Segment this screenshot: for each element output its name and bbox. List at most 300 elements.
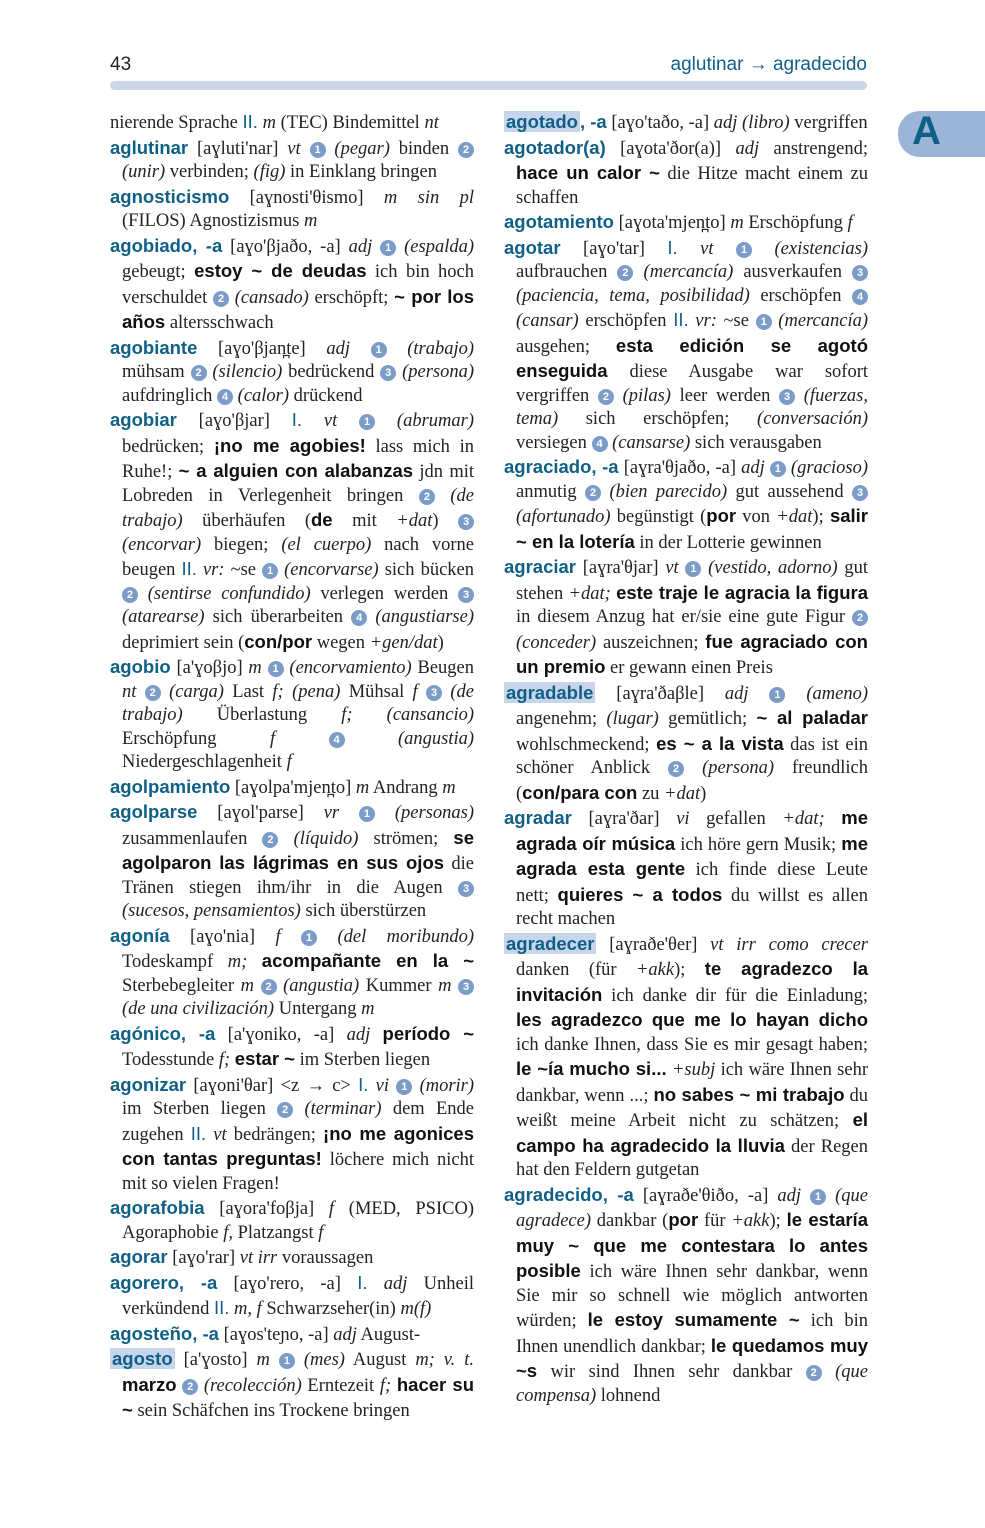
headword: agobiado, -a (110, 234, 223, 256)
entry-text: du weißt meine Arbeit nicht zu schätzen; (516, 1085, 868, 1131)
gloss: (líquido) (293, 828, 359, 849)
example-phrase: por (668, 1209, 699, 1230)
dictionary-entry (110, 1322, 474, 1348)
headword: agradar (504, 807, 572, 828)
entry-text (367, 1274, 383, 1294)
sense-number-badge: 2 (213, 291, 229, 307)
entry-text: [aɣoni'θar] <z → c> (186, 1075, 359, 1096)
gloss: (paciencia, tema, posibilidad) (516, 285, 750, 306)
entry-text: gut stehen (516, 558, 868, 604)
gloss: (de una civilización) (122, 999, 275, 1019)
gloss: (cansarse) (612, 432, 691, 453)
entry-text: löchere mich nicht mit so vielen Fragen! (122, 1150, 475, 1194)
entry-text: [aɣnosti'θismo] (229, 187, 384, 208)
entry-text: Überlastung (182, 705, 342, 725)
gloss: vt (323, 411, 338, 431)
entry-text (275, 729, 328, 749)
entry-text: ); (674, 960, 705, 980)
entry-text: [aɣluti'nar] (188, 138, 288, 159)
grammar-section-numeral: I. (357, 1271, 368, 1293)
example-phrase: período ~ (382, 1022, 474, 1044)
gloss: m; (227, 952, 248, 972)
entry-text: wohlschmeckend; (516, 734, 657, 755)
entry-text (785, 684, 806, 704)
example-phrase: salir ~ en la lotería (516, 505, 868, 552)
headword: agónico, -a (110, 1022, 216, 1044)
running-head: aglutinar → agradecido (670, 54, 867, 75)
gloss: m (361, 999, 375, 1019)
gloss: (conceder) (516, 632, 597, 653)
gloss: (encorvamiento) (289, 658, 412, 678)
sense-number-badge: 2 (261, 979, 277, 995)
entry-text: [aɣra'θjaðo, -a] (618, 458, 742, 478)
sense-number-badge: 4 (592, 436, 608, 452)
dictionary-entry (110, 185, 474, 234)
entry-text (614, 386, 623, 406)
dictionary-entry (504, 555, 868, 681)
entry-text: ich danke dir für die Einladung; (602, 985, 868, 1006)
sense-number-badge: 3 (779, 389, 795, 405)
gloss: nt (122, 681, 137, 702)
gloss: nt (424, 113, 439, 133)
entry-text: [aɣos'teɲo, -a] (218, 1324, 334, 1345)
headword: agorero, -a (110, 1271, 218, 1293)
entry-text: ich wäre Ihnen sehr dankbar, wenn ...; (516, 1060, 868, 1106)
entry-text: August (344, 1350, 416, 1370)
gloss: vt (700, 238, 714, 259)
entry-text: August- (356, 1324, 421, 1345)
dictionary-entry (110, 1347, 474, 1424)
entry-text: biegen; (201, 534, 282, 555)
example-phrase: esta edición se agotó enseguida (516, 334, 868, 381)
entry-text: im Sterben liegen (294, 1050, 431, 1070)
sense-number-badge: 1 (736, 242, 752, 258)
grammar-section-numeral: I. (291, 409, 303, 430)
entry-text (387, 339, 408, 359)
entry-text: jdn mit Lobreden in Verlegenheit bringen (122, 462, 474, 506)
example-phrase: le estoy sumamente ~ (587, 1309, 800, 1330)
entry-text: Kummer (359, 975, 439, 996)
entry-text: lohnend (596, 1385, 661, 1406)
grammar-section-numeral: II. (190, 1122, 207, 1144)
example-phrase: de (310, 509, 333, 530)
headword: agnosticismo (110, 185, 230, 207)
sense-number-badge: 3 (852, 265, 868, 281)
dictionary-entry (110, 110, 474, 136)
dictionary-entry (504, 455, 868, 555)
entry-text: [aɣota'mjen̪to] (613, 213, 731, 233)
entry-text: Unheil verkündend (122, 1273, 474, 1319)
gloss: vr: (202, 560, 225, 580)
example-phrase: ¡no me agobies! (213, 434, 366, 456)
sense-number-badge: 3 (458, 881, 474, 897)
entry-text: [aɣo'rero, -a] (217, 1273, 358, 1294)
headword-highlighted: agotado (506, 111, 578, 132)
gloss: (cansar) (516, 311, 579, 331)
entry-text (339, 803, 359, 823)
entry-text (451, 976, 458, 996)
sense-number-badge: 2 (277, 1102, 293, 1118)
entry-text: der Regen hat den Feldern gutgetan (516, 1136, 869, 1180)
entry-text: danken (für (516, 960, 636, 980)
gloss: (espalda) (404, 236, 474, 257)
entry-text (262, 658, 268, 678)
example-phrase: estar ~ (234, 1048, 295, 1069)
headword: agraciar (504, 556, 576, 577)
dictionary-entry (504, 210, 868, 236)
entry-text: ausgehen; (516, 336, 616, 357)
entry-text: gefallen (689, 809, 783, 829)
entry-text: in Einklang bringen (285, 162, 437, 182)
entry-text: [aɣo'βjaðo, -a] (222, 236, 349, 257)
gloss: (personas) (394, 803, 474, 823)
sense-number-badge: 2 (585, 485, 601, 501)
gloss: +dat (664, 783, 701, 804)
entry-text: Mühsal (340, 681, 413, 702)
entry-text: nierende Sprache (110, 113, 243, 133)
sense-number-badge: 1 (396, 1079, 412, 1095)
entry-text: sich erschöpfen; (558, 409, 758, 429)
sense-number-badge: 2 (458, 142, 474, 158)
gloss: (silencio) (212, 362, 283, 382)
gloss: vr (323, 803, 340, 823)
entry-text: erschöpfen (749, 285, 852, 306)
sense-number-badge: 4 (217, 389, 233, 405)
gloss: (trabajo) (407, 338, 474, 359)
grammar-section-numeral: II. (673, 309, 689, 330)
dictionary-entry (110, 775, 474, 801)
grammar-section-numeral: II. (181, 558, 197, 579)
entry-text: [aɣota'ðor(a)] (605, 138, 736, 159)
entry-text: lass mich in Ruhe!; (122, 436, 474, 482)
entry-text: Todeskampf (122, 952, 228, 972)
entry-text: sich bücken (378, 560, 474, 580)
headword: agolparse (110, 801, 198, 822)
dictionary-entry (504, 806, 868, 932)
entry-text: verlegen werden (310, 583, 458, 604)
gloss: +akk (731, 1211, 770, 1231)
entry-text: anstrengend; (759, 138, 868, 159)
entry-text (345, 729, 398, 749)
entry-text: angenehm; (516, 709, 607, 729)
sense-number-badge: 1 (279, 1353, 295, 1369)
example-phrase: le estaría muy ~ que me contestara lo antes posible (516, 1209, 868, 1281)
gloss: m (730, 213, 744, 233)
gloss: f (412, 681, 418, 702)
entry-text: voraussagen (277, 1248, 374, 1268)
dictionary-entry (110, 336, 474, 409)
entry-text: überhäufen ( (182, 511, 311, 531)
entry-text: anmutig (516, 481, 586, 502)
entry-text: [aɣora'foβja] (204, 1199, 329, 1219)
gloss: f, (223, 1222, 233, 1243)
entry-text: [aɣo'tar] (560, 238, 668, 259)
entry-text: altersschwach (165, 313, 274, 333)
sense-number-badge: 2 (262, 832, 278, 848)
sense-number-badge: 2 (598, 389, 614, 405)
gloss: (gracioso) (790, 458, 868, 478)
gloss: m (355, 777, 370, 798)
dictionary-entry (110, 408, 474, 655)
entry-text: die Hitze macht einem zu schaffen (516, 164, 868, 208)
headword: , -a (579, 111, 607, 132)
gloss: (fuerzas, tema) (516, 385, 869, 429)
grammar-section-numeral: I. (358, 1073, 369, 1095)
entry-text: ) (432, 511, 458, 531)
entry-text: [aɣraðe'θiðo, -a] (633, 1185, 778, 1206)
gloss: f (269, 728, 276, 749)
entry-text (138, 584, 148, 604)
gloss: adj (735, 138, 760, 159)
gloss: vt irr como crecer (710, 934, 868, 955)
sense-number-badge: 1 (268, 661, 284, 677)
entry-text: binden (389, 138, 458, 159)
sense-number-badge: 3 (458, 979, 474, 995)
dictionary-entry (110, 1073, 474, 1197)
entry-text (412, 1076, 419, 1096)
entry-text: ); (769, 1211, 787, 1231)
entry-text (822, 1362, 835, 1382)
dictionary-entry (504, 110, 868, 136)
entry-text: ich höre gern Musik; (675, 834, 842, 855)
gloss: +dat (396, 511, 433, 531)
gloss: (terminar) (304, 1099, 382, 1119)
example-phrase: me agrada esta gente (516, 832, 868, 879)
gloss: (persona) (402, 362, 475, 382)
sense-number-badge: 1 (310, 142, 326, 158)
gloss: vr: (695, 311, 717, 331)
entry-text: ~se (224, 560, 263, 580)
entry-text: sein Schäfchen ins Trockene bringen (132, 1401, 410, 1421)
page-number: 43 (110, 54, 132, 75)
gloss: vi (375, 1075, 390, 1096)
gloss: +gen/dat (369, 632, 438, 653)
entry-text: Erntezeit (301, 1375, 380, 1396)
gloss: +subj (671, 1060, 716, 1080)
sense-number-badge: 2 (419, 489, 435, 505)
headword: agorar (110, 1246, 168, 1267)
entry-text: ich bin hoch verschuldet (122, 262, 474, 308)
gloss: +dat; (568, 583, 611, 604)
gloss: (el cuerpo) (281, 534, 372, 555)
gloss: adj (326, 338, 350, 359)
entry-text: (TEC) Bindemittel (275, 113, 425, 133)
gloss: (sucesos, pensamientos) (122, 901, 301, 921)
gloss: m(f) (400, 1299, 432, 1319)
example-phrase: con/para con (522, 781, 638, 803)
entry-text (801, 1186, 810, 1206)
sense-number-badge: 4 (852, 289, 868, 305)
dictionary-entry (110, 136, 474, 185)
gloss: m, f (234, 1299, 262, 1319)
headword: agolpamiento (110, 775, 231, 797)
entry-text (375, 411, 397, 431)
dictionary-entry (110, 1022, 474, 1073)
gloss: (ameno) (806, 683, 869, 704)
entry-text: [aɣra'θjar] (576, 558, 666, 578)
entry-text (254, 976, 261, 996)
entry-text (418, 682, 426, 702)
entry-text: ich danke Ihnen, dass Sie es mir gesagt haben; (516, 1034, 868, 1055)
entry-text: versiegen (516, 432, 592, 453)
entry-text (633, 262, 643, 282)
entry-text: dankbar ( (591, 1211, 669, 1231)
gloss: f; (218, 1050, 231, 1070)
gloss: vt irr (239, 1248, 278, 1268)
entry-text: [aɣo'nia] (169, 926, 276, 947)
headword: agobio (110, 656, 171, 677)
gloss: (mes) (303, 1350, 345, 1370)
sense-number-badge: 1 (769, 687, 785, 703)
grammar-section-numeral: II. (213, 1297, 230, 1318)
entry-text (295, 1350, 304, 1370)
headword: agonía (110, 924, 170, 946)
dictionary-entry (110, 800, 474, 924)
headword: agotador(a) (504, 136, 606, 158)
gloss: (cansado) (234, 287, 309, 308)
entry-text (161, 682, 169, 702)
entry-text: sich verausgaben (690, 432, 822, 453)
sense-number-badge: 3 (458, 514, 474, 530)
entry-text: [a'ɣoniko, -a] (215, 1024, 347, 1045)
gloss: (encorvarse) (284, 560, 379, 580)
sense-number-badge: 2 (191, 365, 207, 381)
example-phrase: el campo ha agradecido la lluvia (516, 1109, 868, 1156)
gloss: (fig) (253, 162, 286, 182)
dictionary-entry (110, 1196, 474, 1245)
gloss: (afortunado) (516, 507, 611, 527)
entry-text: strömen; (358, 828, 454, 849)
entry-text: verbinden; (165, 162, 254, 182)
example-phrase: ~ por los años (122, 285, 474, 332)
gloss: m (262, 113, 276, 133)
gloss: (persona) (702, 758, 774, 778)
letter-tab (898, 111, 985, 157)
sense-number-badge: 3 (380, 365, 396, 381)
entry-text: [aɣo'taðo, -a] (606, 113, 714, 133)
entry-text: gemütlich; (658, 709, 757, 729)
gloss: f (847, 213, 853, 233)
gloss: (del moribundo) (337, 926, 475, 947)
entry-text (679, 558, 686, 578)
entry-text: Schwarzseher(in) (261, 1299, 401, 1319)
entry-text: gut aussehend (727, 481, 852, 502)
entry-text (389, 1076, 396, 1096)
gloss: m (442, 777, 456, 798)
entry-text (136, 682, 144, 702)
sense-number-badge: 1 (770, 461, 786, 477)
gloss: m; v. t. (415, 1350, 474, 1370)
entry-text: Untergang (274, 999, 362, 1019)
entry-text: [aɣraðe'θer] (596, 934, 711, 955)
example-phrase: estoy ~ de deudas (194, 260, 367, 281)
gloss: vi (676, 809, 690, 829)
entry-text (825, 809, 842, 829)
gloss: f; (cansancio) (341, 705, 474, 725)
gloss: (existencias) (774, 238, 868, 259)
sense-number-badge: 1 (301, 930, 317, 946)
entry-text: in diesem Anzug hat er/sie eine gute Figur (516, 607, 852, 627)
headword: agorafobia (110, 1197, 205, 1218)
entry-text: [aɣra'ðar] (571, 809, 677, 829)
gloss: vt (213, 1124, 227, 1145)
entry-text: Platzangst (232, 1222, 319, 1243)
entry-text: auszeichnen; (596, 632, 706, 653)
example-phrase: me agrada oír música (516, 807, 869, 854)
entry-text: (MED, PSICO) Agoraphobie (122, 1199, 474, 1243)
entry-text: das ist ein schöner Anblick (516, 734, 868, 778)
gloss: (bien parecido) (609, 481, 728, 502)
entry-text: Andrang (369, 777, 443, 798)
sense-number-badge: 1 (380, 240, 396, 256)
entry-text: [aɣra'ðaβle] (595, 683, 725, 704)
example-phrase: le quedamos muy ~s (516, 1334, 869, 1381)
sense-number-badge: 2 (145, 685, 161, 701)
example-phrase: hacer su ~ (122, 1373, 474, 1420)
entry-text: [a'ɣoβjo] (170, 658, 249, 678)
entry-text (714, 239, 736, 259)
entry-text (435, 486, 451, 506)
gloss: (angustiarse) (375, 607, 475, 627)
headword: agosteño, -a (110, 1322, 219, 1344)
example-phrase: ~ al paladar (756, 707, 868, 728)
headword: agotar (504, 236, 561, 258)
dictionary-entry (504, 236, 868, 456)
entry-text (337, 411, 359, 431)
entry-text: im Sterben liegen (122, 1099, 278, 1119)
entry-text: bedrückend (282, 362, 381, 382)
gloss: f (328, 1199, 335, 1219)
entry-text: begünstigt ( (610, 507, 707, 527)
left-column (110, 110, 474, 1424)
sense-number-badge: 1 (262, 563, 278, 579)
example-phrase: te agradezco la invitación (516, 958, 868, 1005)
headword: agotamiento (504, 211, 614, 232)
headword: agobiar (110, 409, 177, 430)
gloss: (mercancía) (643, 262, 734, 282)
entry-text (684, 758, 702, 778)
example-phrase: acompañante en la ~ (261, 950, 474, 971)
gloss: (morir) (419, 1075, 475, 1096)
gloss: (abrumar) (396, 411, 474, 431)
sense-number-badge: 2 (852, 610, 868, 626)
gloss: adj (333, 1324, 357, 1345)
sense-number-badge: 2 (122, 587, 138, 603)
entry-text: Beugen (411, 658, 475, 678)
entry-text: wir sind Ihnen sehr dankbar (537, 1362, 806, 1382)
example-phrase: quieres ~ a todos (557, 883, 723, 905)
entry-text (247, 952, 262, 972)
sense-number-badge: 1 (359, 806, 375, 822)
gloss: (calor) (237, 385, 290, 406)
gloss: (lugar) (606, 709, 659, 729)
entry-text (826, 1186, 835, 1206)
sense-number-badge: 1 (756, 314, 772, 330)
gloss: (vestido, adorno) (708, 558, 838, 578)
gloss: m (438, 975, 452, 996)
sense-number-badge: 1 (371, 342, 387, 358)
entry-text: erschöpfen (578, 311, 674, 331)
dictionary-entry (110, 1245, 474, 1271)
gloss: (sentirse confundido) (147, 583, 311, 604)
entry-text: du willst es allen recht machen (516, 885, 868, 929)
entry-text: vergriffen (789, 113, 868, 133)
sense-number-badge: 3 (852, 485, 868, 501)
gloss: f; (379, 1375, 392, 1396)
entry-text: nach vorne beugen (122, 534, 475, 580)
right-column (504, 110, 868, 1408)
entry-text: [aɣo'βjan̪te] (197, 338, 327, 359)
